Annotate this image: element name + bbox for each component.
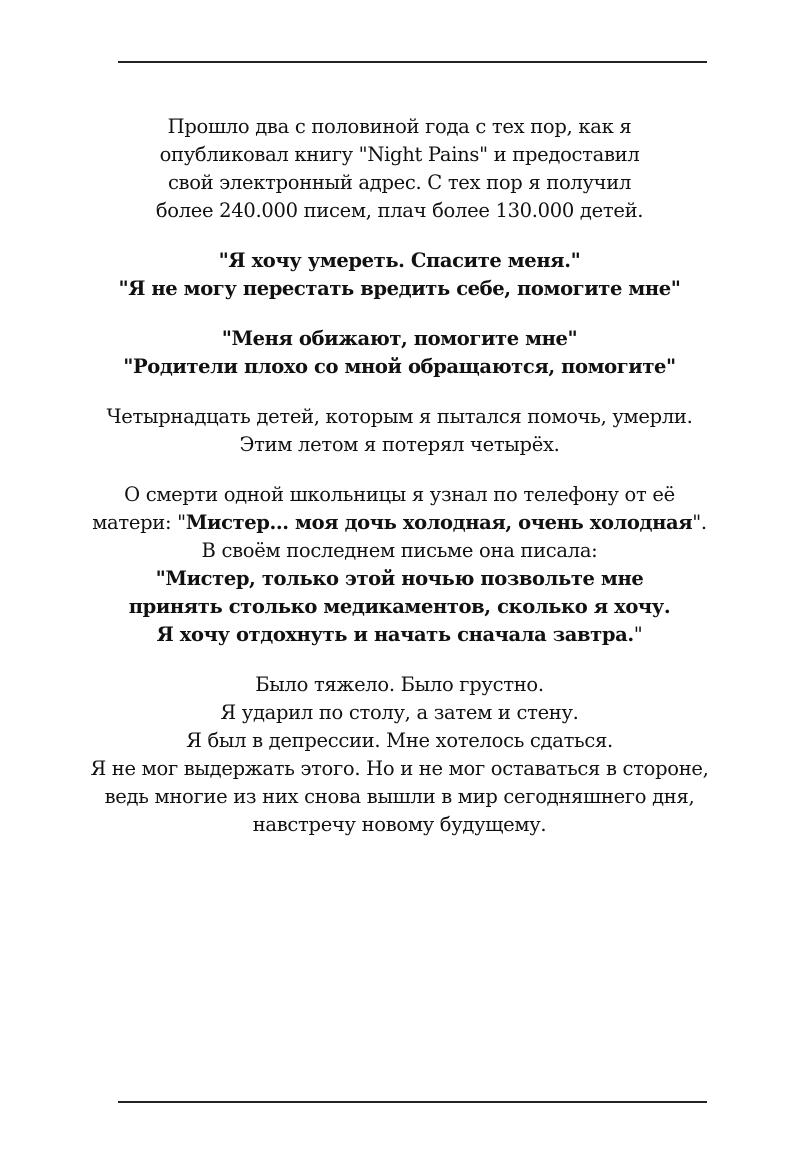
body-text: О смерти одной школьницы я узнал по телефону от её [124,483,675,506]
text-line [40,403,759,431]
quote-text: "Меня обижают, помогите мне" [221,327,578,350]
text-line [40,565,759,593]
quote-text: Я хочу отдохнуть и начать сначала завтра. [156,623,634,646]
body-text: ". [692,511,707,534]
text-line [40,169,759,197]
text-line [40,699,759,727]
text-line [40,481,759,509]
text-line [40,727,759,755]
text-line [40,811,759,839]
text-line [40,141,759,169]
paragraph [40,403,759,459]
text-line [40,783,759,811]
body-text: матери: " [92,511,186,534]
text-line [40,509,759,537]
body-text: " [633,623,643,646]
quote-text: принять столько медикаментов, сколько я хочу. [128,595,671,618]
body-text: Я был в депрессии. Мне хотелось сдаться. [186,729,613,752]
page-text [40,113,759,861]
body-text: Я не мог выдержать этого. Но и не мог оставаться в стороне, [90,757,709,780]
text-line [40,621,759,649]
top-divider [118,61,707,63]
text-line [40,325,759,353]
body-text: Четырнадцать детей, которым я пытался помочь, умерли. [106,405,693,428]
text-line [40,671,759,699]
quote-text: "Я не могу перестать вредить себе, помогите мне" [118,277,681,300]
bottom-divider [118,1101,707,1103]
body-text: Было тяжело. Было грустно. [255,673,544,696]
text-line [40,247,759,275]
text-line [40,113,759,141]
body-text: свой электронный адрес. С тех пор я получил [167,171,632,194]
text-line [40,197,759,225]
paragraph [40,671,759,839]
body-text: Этим летом я потерял четырёх. [239,433,560,456]
paragraph [40,247,759,303]
paragraph [40,113,759,225]
paragraph [40,481,759,649]
body-text: ведь многие из них снова вышли в мир сегодняшнего дня, [104,785,695,808]
paragraph [40,325,759,381]
body-text: Я ударил по столу, а затем и стену. [220,701,579,724]
text-line [40,537,759,565]
body-text: навстречу новому будущему. [252,813,547,836]
text-line [40,755,759,783]
quote-text: "Родители плохо со мной обращаются, помогите" [123,355,676,378]
body-text: Прошло два с половиной года с тех пор, как я [167,115,632,138]
text-line [40,353,759,381]
body-text: более 240.000 писем, плач более 130.000 детей. [155,199,644,222]
body-text: опубликовал книгу "Night Pains" и предоставил [159,143,640,166]
quote-text: Мистер... моя дочь холодная, очень холодная [185,511,693,534]
text-line [40,431,759,459]
quote-text: "Мистер, только этой ночью позвольте мне [155,567,644,590]
body-text: В своём последнем письме она писала: [201,539,598,562]
text-line [40,275,759,303]
quote-text: "Я хочу умереть. Спасите меня." [218,249,581,272]
text-line [40,593,759,621]
